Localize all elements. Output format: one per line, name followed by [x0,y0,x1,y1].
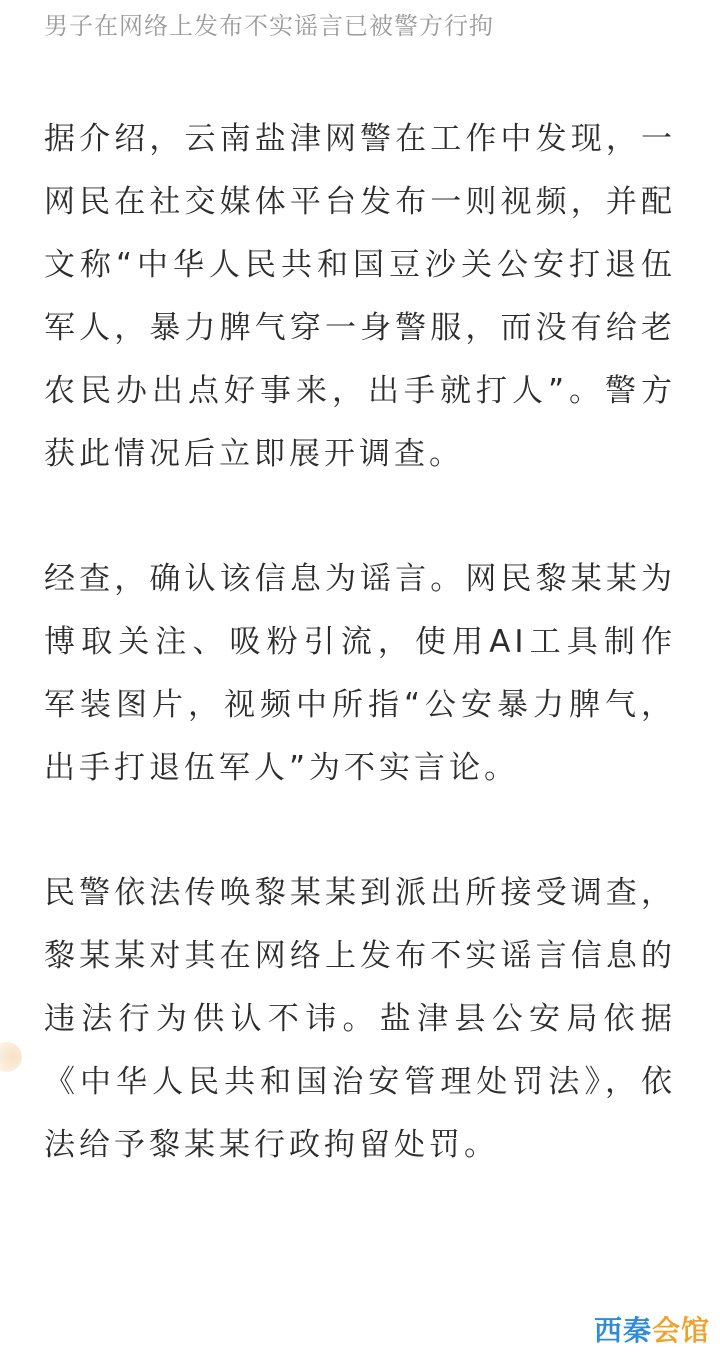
article-paragraph-2: 经查，确认该信息为谣言。网民黎某某为博取关注、吸粉引流，使用AI工具制作军装图片，视频中所指“公安暴力脾气，出手打退伍军人”为不实言论。 [44,561,676,786]
watermark-logo [594,1309,710,1349]
watermark-text-part2: 会馆 [651,1314,710,1347]
article-paragraph-3: 民警依法传唤黎某某到派出所接受调查，黎某某对其在网络上发布不实谣言信息的违法行为供认不讳。盐津县公安局依据《中华人民共和国治安管理处罚法》，依法给予黎某某行政拘留处罚。 [44,875,676,1163]
edge-floating-ornament [0,1042,22,1072]
image-caption: 男子在网络上发布不实谣言已被警方行拘 [44,12,494,40]
watermark-text-part1: 西秦 [593,1314,652,1347]
article-paragraph-1: 据介绍，云南盐津网警在工作中发现，一网民在社交媒体平台发布一则视频，并配文称“中华人民共和国豆沙关公安打退伍军人，暴力脾气穿一身警服，而没有给老农民办出点好事来，出手就打人”。警方获此情况后立即展开调查。 [44,121,676,472]
article-body [44,108,676,1177]
